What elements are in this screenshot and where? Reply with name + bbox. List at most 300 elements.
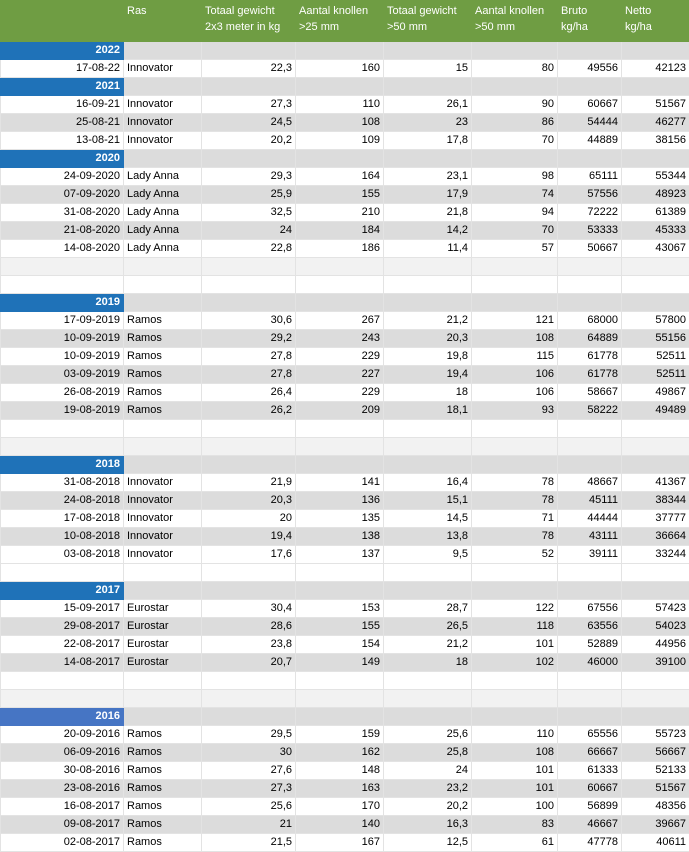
empty-cell[interactable] [1,276,124,294]
cell-weight-50[interactable]: 20,2 [384,798,472,816]
cell-date[interactable]: 03-08-2018 [1,546,124,564]
cell-total-weight[interactable]: 27,6 [202,762,296,780]
empty-cell[interactable] [558,690,622,708]
empty-cell[interactable] [622,438,689,456]
empty-cell[interactable] [622,258,689,276]
cell-gross[interactable]: 45111 [558,492,622,510]
empty-cell[interactable] [622,78,689,96]
empty-cell[interactable] [558,150,622,168]
empty-cell[interactable] [1,672,124,690]
empty-cell[interactable] [296,564,384,582]
empty-cell[interactable] [124,456,202,474]
cell-gross[interactable]: 63556 [558,618,622,636]
empty-cell[interactable] [558,708,622,726]
cell-tuber-count-25[interactable]: 136 [296,492,384,510]
header-cell-date[interactable] [1,1,124,42]
cell-tuber-count-50[interactable]: 70 [472,132,558,150]
empty-cell[interactable] [384,150,472,168]
cell-weight-50[interactable]: 26,1 [384,96,472,114]
empty-cell[interactable] [202,438,296,456]
empty-cell[interactable] [384,690,472,708]
cell-total-weight[interactable]: 32,5 [202,204,296,222]
cell-variety[interactable]: Ramos [124,402,202,420]
cell-net[interactable]: 57423 [622,600,689,618]
cell-tuber-count-25[interactable]: 170 [296,798,384,816]
cell-total-weight[interactable]: 24 [202,222,296,240]
empty-cell[interactable] [472,420,558,438]
cell-variety[interactable]: Eurostar [124,618,202,636]
empty-cell[interactable] [622,690,689,708]
cell-gross[interactable]: 57556 [558,186,622,204]
cell-tuber-count-50[interactable]: 61 [472,834,558,852]
cell-total-weight[interactable]: 27,8 [202,366,296,384]
cell-net[interactable]: 55344 [622,168,689,186]
empty-cell[interactable] [296,258,384,276]
cell-weight-50[interactable]: 19,8 [384,348,472,366]
cell-total-weight[interactable]: 30,6 [202,312,296,330]
cell-variety[interactable]: Ramos [124,762,202,780]
cell-variety[interactable]: Innovator [124,474,202,492]
cell-variety[interactable]: Ramos [124,312,202,330]
cell-tuber-count-25[interactable]: 140 [296,816,384,834]
cell-date[interactable]: 16-08-2017 [1,798,124,816]
cell-variety[interactable]: Ramos [124,816,202,834]
cell-weight-50[interactable]: 21,2 [384,312,472,330]
empty-cell[interactable] [202,708,296,726]
cell-tuber-count-50[interactable]: 101 [472,636,558,654]
cell-date[interactable]: 24-09-2020 [1,168,124,186]
empty-cell[interactable] [124,294,202,312]
cell-total-weight[interactable]: 21,9 [202,474,296,492]
cell-net[interactable]: 42123 [622,60,689,78]
cell-tuber-count-25[interactable]: 210 [296,204,384,222]
empty-cell[interactable] [296,690,384,708]
empty-cell[interactable] [202,456,296,474]
empty-cell[interactable] [622,456,689,474]
cell-variety[interactable]: Lady Anna [124,204,202,222]
cell-total-weight[interactable]: 21 [202,816,296,834]
cell-gross[interactable]: 53333 [558,222,622,240]
empty-cell[interactable] [622,582,689,600]
cell-net[interactable]: 54023 [622,618,689,636]
cell-net[interactable]: 51567 [622,780,689,798]
cell-tuber-count-50[interactable]: 78 [472,492,558,510]
cell-variety[interactable]: Lady Anna [124,222,202,240]
cell-gross[interactable]: 43111 [558,528,622,546]
empty-cell[interactable] [124,258,202,276]
cell-date[interactable]: 14-08-2017 [1,654,124,672]
empty-cell[interactable] [124,42,202,60]
empty-cell[interactable] [472,42,558,60]
header-cell-total-weight[interactable] [202,1,296,42]
empty-cell[interactable] [472,258,558,276]
cell-tuber-count-25[interactable]: 135 [296,510,384,528]
empty-cell[interactable] [558,564,622,582]
cell-date[interactable]: 25-08-21 [1,114,124,132]
cell-tuber-count-50[interactable]: 110 [472,726,558,744]
cell-total-weight[interactable]: 25,6 [202,798,296,816]
cell-weight-50[interactable]: 15 [384,60,472,78]
cell-tuber-count-25[interactable]: 186 [296,240,384,258]
empty-cell[interactable] [558,672,622,690]
empty-cell[interactable] [296,582,384,600]
cell-weight-50[interactable]: 26,5 [384,618,472,636]
empty-cell[interactable] [124,690,202,708]
year-label[interactable]: 2021 [1,78,124,96]
empty-cell[interactable] [558,276,622,294]
cell-gross[interactable]: 50667 [558,240,622,258]
empty-cell[interactable] [296,420,384,438]
cell-date[interactable]: 16-09-21 [1,96,124,114]
empty-cell[interactable] [296,78,384,96]
cell-net[interactable]: 55156 [622,330,689,348]
cell-weight-50[interactable]: 23 [384,114,472,132]
cell-gross[interactable]: 66667 [558,744,622,762]
cell-variety[interactable]: Lady Anna [124,240,202,258]
empty-cell[interactable] [558,438,622,456]
cell-total-weight[interactable]: 26,2 [202,402,296,420]
cell-date[interactable]: 30-08-2016 [1,762,124,780]
empty-cell[interactable] [558,42,622,60]
cell-variety[interactable]: Eurostar [124,654,202,672]
cell-gross[interactable]: 47778 [558,834,622,852]
empty-cell[interactable] [296,276,384,294]
cell-tuber-count-25[interactable]: 155 [296,186,384,204]
header-cell-tuber-count-25[interactable] [296,1,384,42]
empty-cell[interactable] [622,672,689,690]
cell-gross[interactable]: 39111 [558,546,622,564]
empty-cell[interactable] [202,420,296,438]
cell-gross[interactable]: 58222 [558,402,622,420]
cell-gross[interactable]: 61778 [558,366,622,384]
cell-total-weight[interactable]: 27,3 [202,96,296,114]
cell-tuber-count-25[interactable]: 153 [296,600,384,618]
cell-tuber-count-50[interactable]: 101 [472,762,558,780]
cell-variety[interactable]: Ramos [124,780,202,798]
empty-cell[interactable] [1,690,124,708]
cell-gross[interactable]: 46000 [558,654,622,672]
cell-tuber-count-50[interactable]: 102 [472,654,558,672]
cell-net[interactable]: 49867 [622,384,689,402]
empty-cell[interactable] [202,276,296,294]
cell-date[interactable]: 22-08-2017 [1,636,124,654]
cell-tuber-count-25[interactable]: 267 [296,312,384,330]
cell-weight-50[interactable]: 20,3 [384,330,472,348]
empty-cell[interactable] [472,78,558,96]
empty-cell[interactable] [472,708,558,726]
cell-net[interactable]: 61389 [622,204,689,222]
cell-net[interactable]: 41367 [622,474,689,492]
cell-tuber-count-25[interactable]: 209 [296,402,384,420]
cell-gross[interactable]: 46667 [558,816,622,834]
cell-gross[interactable]: 48667 [558,474,622,492]
cell-total-weight[interactable]: 21,5 [202,834,296,852]
header-cell-weight-50[interactable] [384,1,472,42]
cell-variety[interactable]: Ramos [124,366,202,384]
empty-cell[interactable] [384,564,472,582]
empty-cell[interactable] [472,690,558,708]
empty-cell[interactable] [384,258,472,276]
cell-net[interactable]: 37777 [622,510,689,528]
empty-cell[interactable] [472,294,558,312]
cell-date[interactable]: 20-09-2016 [1,726,124,744]
cell-tuber-count-50[interactable]: 108 [472,744,558,762]
cell-gross[interactable]: 67556 [558,600,622,618]
cell-net[interactable]: 33244 [622,546,689,564]
empty-cell[interactable] [472,276,558,294]
empty-cell[interactable] [124,276,202,294]
cell-gross[interactable]: 65556 [558,726,622,744]
cell-net[interactable]: 52133 [622,762,689,780]
cell-tuber-count-50[interactable]: 83 [472,816,558,834]
cell-total-weight[interactable]: 20,7 [202,654,296,672]
empty-cell[interactable] [558,456,622,474]
empty-cell[interactable] [124,564,202,582]
cell-date[interactable]: 13-08-21 [1,132,124,150]
empty-cell[interactable] [384,456,472,474]
empty-cell[interactable] [472,672,558,690]
empty-cell[interactable] [202,258,296,276]
cell-tuber-count-25[interactable]: 148 [296,762,384,780]
cell-tuber-count-25[interactable]: 109 [296,132,384,150]
empty-cell[interactable] [384,420,472,438]
year-label[interactable]: 2022 [1,42,124,60]
cell-date[interactable]: 15-09-2017 [1,600,124,618]
cell-variety[interactable]: Innovator [124,510,202,528]
cell-net[interactable]: 46277 [622,114,689,132]
cell-total-weight[interactable]: 29,3 [202,168,296,186]
cell-variety[interactable]: Ramos [124,798,202,816]
cell-net[interactable]: 44956 [622,636,689,654]
cell-tuber-count-50[interactable]: 98 [472,168,558,186]
cell-tuber-count-25[interactable]: 141 [296,474,384,492]
cell-tuber-count-25[interactable]: 167 [296,834,384,852]
cell-tuber-count-25[interactable]: 110 [296,96,384,114]
cell-tuber-count-50[interactable]: 121 [472,312,558,330]
cell-variety[interactable]: Eurostar [124,636,202,654]
empty-cell[interactable] [622,420,689,438]
cell-tuber-count-50[interactable]: 78 [472,528,558,546]
empty-cell[interactable] [384,708,472,726]
cell-variety[interactable]: Innovator [124,114,202,132]
cell-total-weight[interactable]: 28,6 [202,618,296,636]
cell-date[interactable]: 21-08-2020 [1,222,124,240]
empty-cell[interactable] [1,438,124,456]
cell-total-weight[interactable]: 30,4 [202,600,296,618]
empty-cell[interactable] [558,294,622,312]
cell-date[interactable]: 23-08-2016 [1,780,124,798]
cell-total-weight[interactable]: 19,4 [202,528,296,546]
empty-cell[interactable] [124,708,202,726]
cell-tuber-count-25[interactable]: 108 [296,114,384,132]
year-label[interactable]: 2020 [1,150,124,168]
empty-cell[interactable] [202,564,296,582]
cell-gross[interactable]: 60667 [558,96,622,114]
cell-total-weight[interactable]: 22,3 [202,60,296,78]
cell-net[interactable]: 52511 [622,348,689,366]
cell-weight-50[interactable]: 23,1 [384,168,472,186]
cell-tuber-count-50[interactable]: 90 [472,96,558,114]
year-label[interactable]: 2019 [1,294,124,312]
cell-tuber-count-25[interactable]: 159 [296,726,384,744]
cell-tuber-count-50[interactable]: 70 [472,222,558,240]
cell-tuber-count-25[interactable]: 243 [296,330,384,348]
cell-tuber-count-50[interactable]: 118 [472,618,558,636]
cell-net[interactable]: 45333 [622,222,689,240]
empty-cell[interactable] [202,582,296,600]
cell-tuber-count-25[interactable]: 163 [296,780,384,798]
empty-cell[interactable] [296,438,384,456]
cell-weight-50[interactable]: 19,4 [384,366,472,384]
year-label[interactable]: 2016 [1,708,124,726]
cell-tuber-count-50[interactable]: 93 [472,402,558,420]
cell-net[interactable]: 43067 [622,240,689,258]
cell-tuber-count-25[interactable]: 184 [296,222,384,240]
cell-gross[interactable]: 52889 [558,636,622,654]
cell-weight-50[interactable]: 15,1 [384,492,472,510]
header-cell-tuber-count-50[interactable] [472,1,558,42]
cell-tuber-count-50[interactable]: 94 [472,204,558,222]
cell-date[interactable]: 17-08-22 [1,60,124,78]
cell-tuber-count-25[interactable]: 229 [296,348,384,366]
empty-cell[interactable] [384,42,472,60]
empty-cell[interactable] [124,78,202,96]
cell-tuber-count-25[interactable]: 155 [296,618,384,636]
cell-net[interactable]: 39667 [622,816,689,834]
cell-tuber-count-50[interactable]: 80 [472,60,558,78]
cell-gross[interactable]: 44889 [558,132,622,150]
empty-cell[interactable] [124,672,202,690]
cell-date[interactable]: 14-08-2020 [1,240,124,258]
year-label[interactable]: 2017 [1,582,124,600]
cell-net[interactable]: 57800 [622,312,689,330]
empty-cell[interactable] [384,78,472,96]
cell-total-weight[interactable]: 26,4 [202,384,296,402]
cell-tuber-count-50[interactable]: 106 [472,384,558,402]
empty-cell[interactable] [472,438,558,456]
cell-variety[interactable]: Innovator [124,492,202,510]
empty-cell[interactable] [622,276,689,294]
cell-variety[interactable]: Lady Anna [124,168,202,186]
cell-tuber-count-25[interactable]: 138 [296,528,384,546]
empty-cell[interactable] [296,456,384,474]
cell-total-weight[interactable]: 25,9 [202,186,296,204]
empty-cell[interactable] [124,420,202,438]
cell-weight-50[interactable]: 24 [384,762,472,780]
empty-cell[interactable] [472,564,558,582]
cell-date[interactable]: 17-08-2018 [1,510,124,528]
empty-cell[interactable] [296,708,384,726]
cell-weight-50[interactable]: 23,2 [384,780,472,798]
cell-total-weight[interactable]: 20,2 [202,132,296,150]
empty-cell[interactable] [202,150,296,168]
cell-tuber-count-50[interactable]: 86 [472,114,558,132]
cell-tuber-count-50[interactable]: 71 [472,510,558,528]
cell-variety[interactable]: Innovator [124,96,202,114]
cell-gross[interactable]: 54444 [558,114,622,132]
empty-cell[interactable] [296,672,384,690]
cell-total-weight[interactable]: 27,3 [202,780,296,798]
cell-date[interactable]: 31-08-2018 [1,474,124,492]
cell-weight-50[interactable]: 14,2 [384,222,472,240]
cell-weight-50[interactable]: 11,4 [384,240,472,258]
cell-gross[interactable]: 56899 [558,798,622,816]
cell-date[interactable]: 10-08-2018 [1,528,124,546]
cell-date[interactable]: 29-08-2017 [1,618,124,636]
cell-variety[interactable]: Ramos [124,330,202,348]
cell-variety[interactable]: Eurostar [124,600,202,618]
cell-date[interactable]: 31-08-2020 [1,204,124,222]
cell-net[interactable]: 52511 [622,366,689,384]
cell-weight-50[interactable]: 25,6 [384,726,472,744]
cell-weight-50[interactable]: 16,4 [384,474,472,492]
cell-weight-50[interactable]: 18,1 [384,402,472,420]
empty-cell[interactable] [202,42,296,60]
cell-variety[interactable]: Innovator [124,528,202,546]
cell-net[interactable]: 48923 [622,186,689,204]
cell-tuber-count-25[interactable]: 229 [296,384,384,402]
cell-date[interactable]: 19-08-2019 [1,402,124,420]
empty-cell[interactable] [124,582,202,600]
cell-total-weight[interactable]: 27,8 [202,348,296,366]
empty-cell[interactable] [472,150,558,168]
empty-cell[interactable] [622,294,689,312]
empty-cell[interactable] [296,294,384,312]
cell-tuber-count-50[interactable]: 122 [472,600,558,618]
cell-variety[interactable]: Innovator [124,132,202,150]
cell-weight-50[interactable]: 18 [384,384,472,402]
cell-net[interactable]: 48356 [622,798,689,816]
header-cell-variety[interactable] [124,1,202,42]
cell-total-weight[interactable]: 23,8 [202,636,296,654]
cell-tuber-count-50[interactable]: 108 [472,330,558,348]
empty-cell[interactable] [384,276,472,294]
header-cell-net[interactable] [622,1,689,42]
empty-cell[interactable] [622,708,689,726]
cell-tuber-count-50[interactable]: 52 [472,546,558,564]
empty-cell[interactable] [296,42,384,60]
empty-cell[interactable] [202,690,296,708]
cell-net[interactable]: 51567 [622,96,689,114]
cell-gross[interactable]: 68000 [558,312,622,330]
empty-cell[interactable] [124,150,202,168]
cell-weight-50[interactable]: 21,2 [384,636,472,654]
cell-variety[interactable]: Ramos [124,384,202,402]
cell-total-weight[interactable]: 24,5 [202,114,296,132]
cell-variety[interactable]: Innovator [124,546,202,564]
cell-weight-50[interactable]: 17,9 [384,186,472,204]
empty-cell[interactable] [202,294,296,312]
cell-variety[interactable]: Ramos [124,348,202,366]
cell-date[interactable]: 07-09-2020 [1,186,124,204]
cell-gross[interactable]: 58667 [558,384,622,402]
cell-total-weight[interactable]: 29,2 [202,330,296,348]
cell-weight-50[interactable]: 9,5 [384,546,472,564]
empty-cell[interactable] [558,258,622,276]
empty-cell[interactable] [384,672,472,690]
cell-date[interactable]: 26-08-2019 [1,384,124,402]
cell-net[interactable]: 38156 [622,132,689,150]
cell-net[interactable]: 55723 [622,726,689,744]
empty-cell[interactable] [558,420,622,438]
cell-variety[interactable]: Ramos [124,726,202,744]
cell-total-weight[interactable]: 29,5 [202,726,296,744]
cell-weight-50[interactable]: 12,5 [384,834,472,852]
cell-tuber-count-25[interactable]: 160 [296,60,384,78]
cell-date[interactable]: 02-08-2017 [1,834,124,852]
header-cell-gross[interactable] [558,1,622,42]
cell-tuber-count-50[interactable]: 106 [472,366,558,384]
